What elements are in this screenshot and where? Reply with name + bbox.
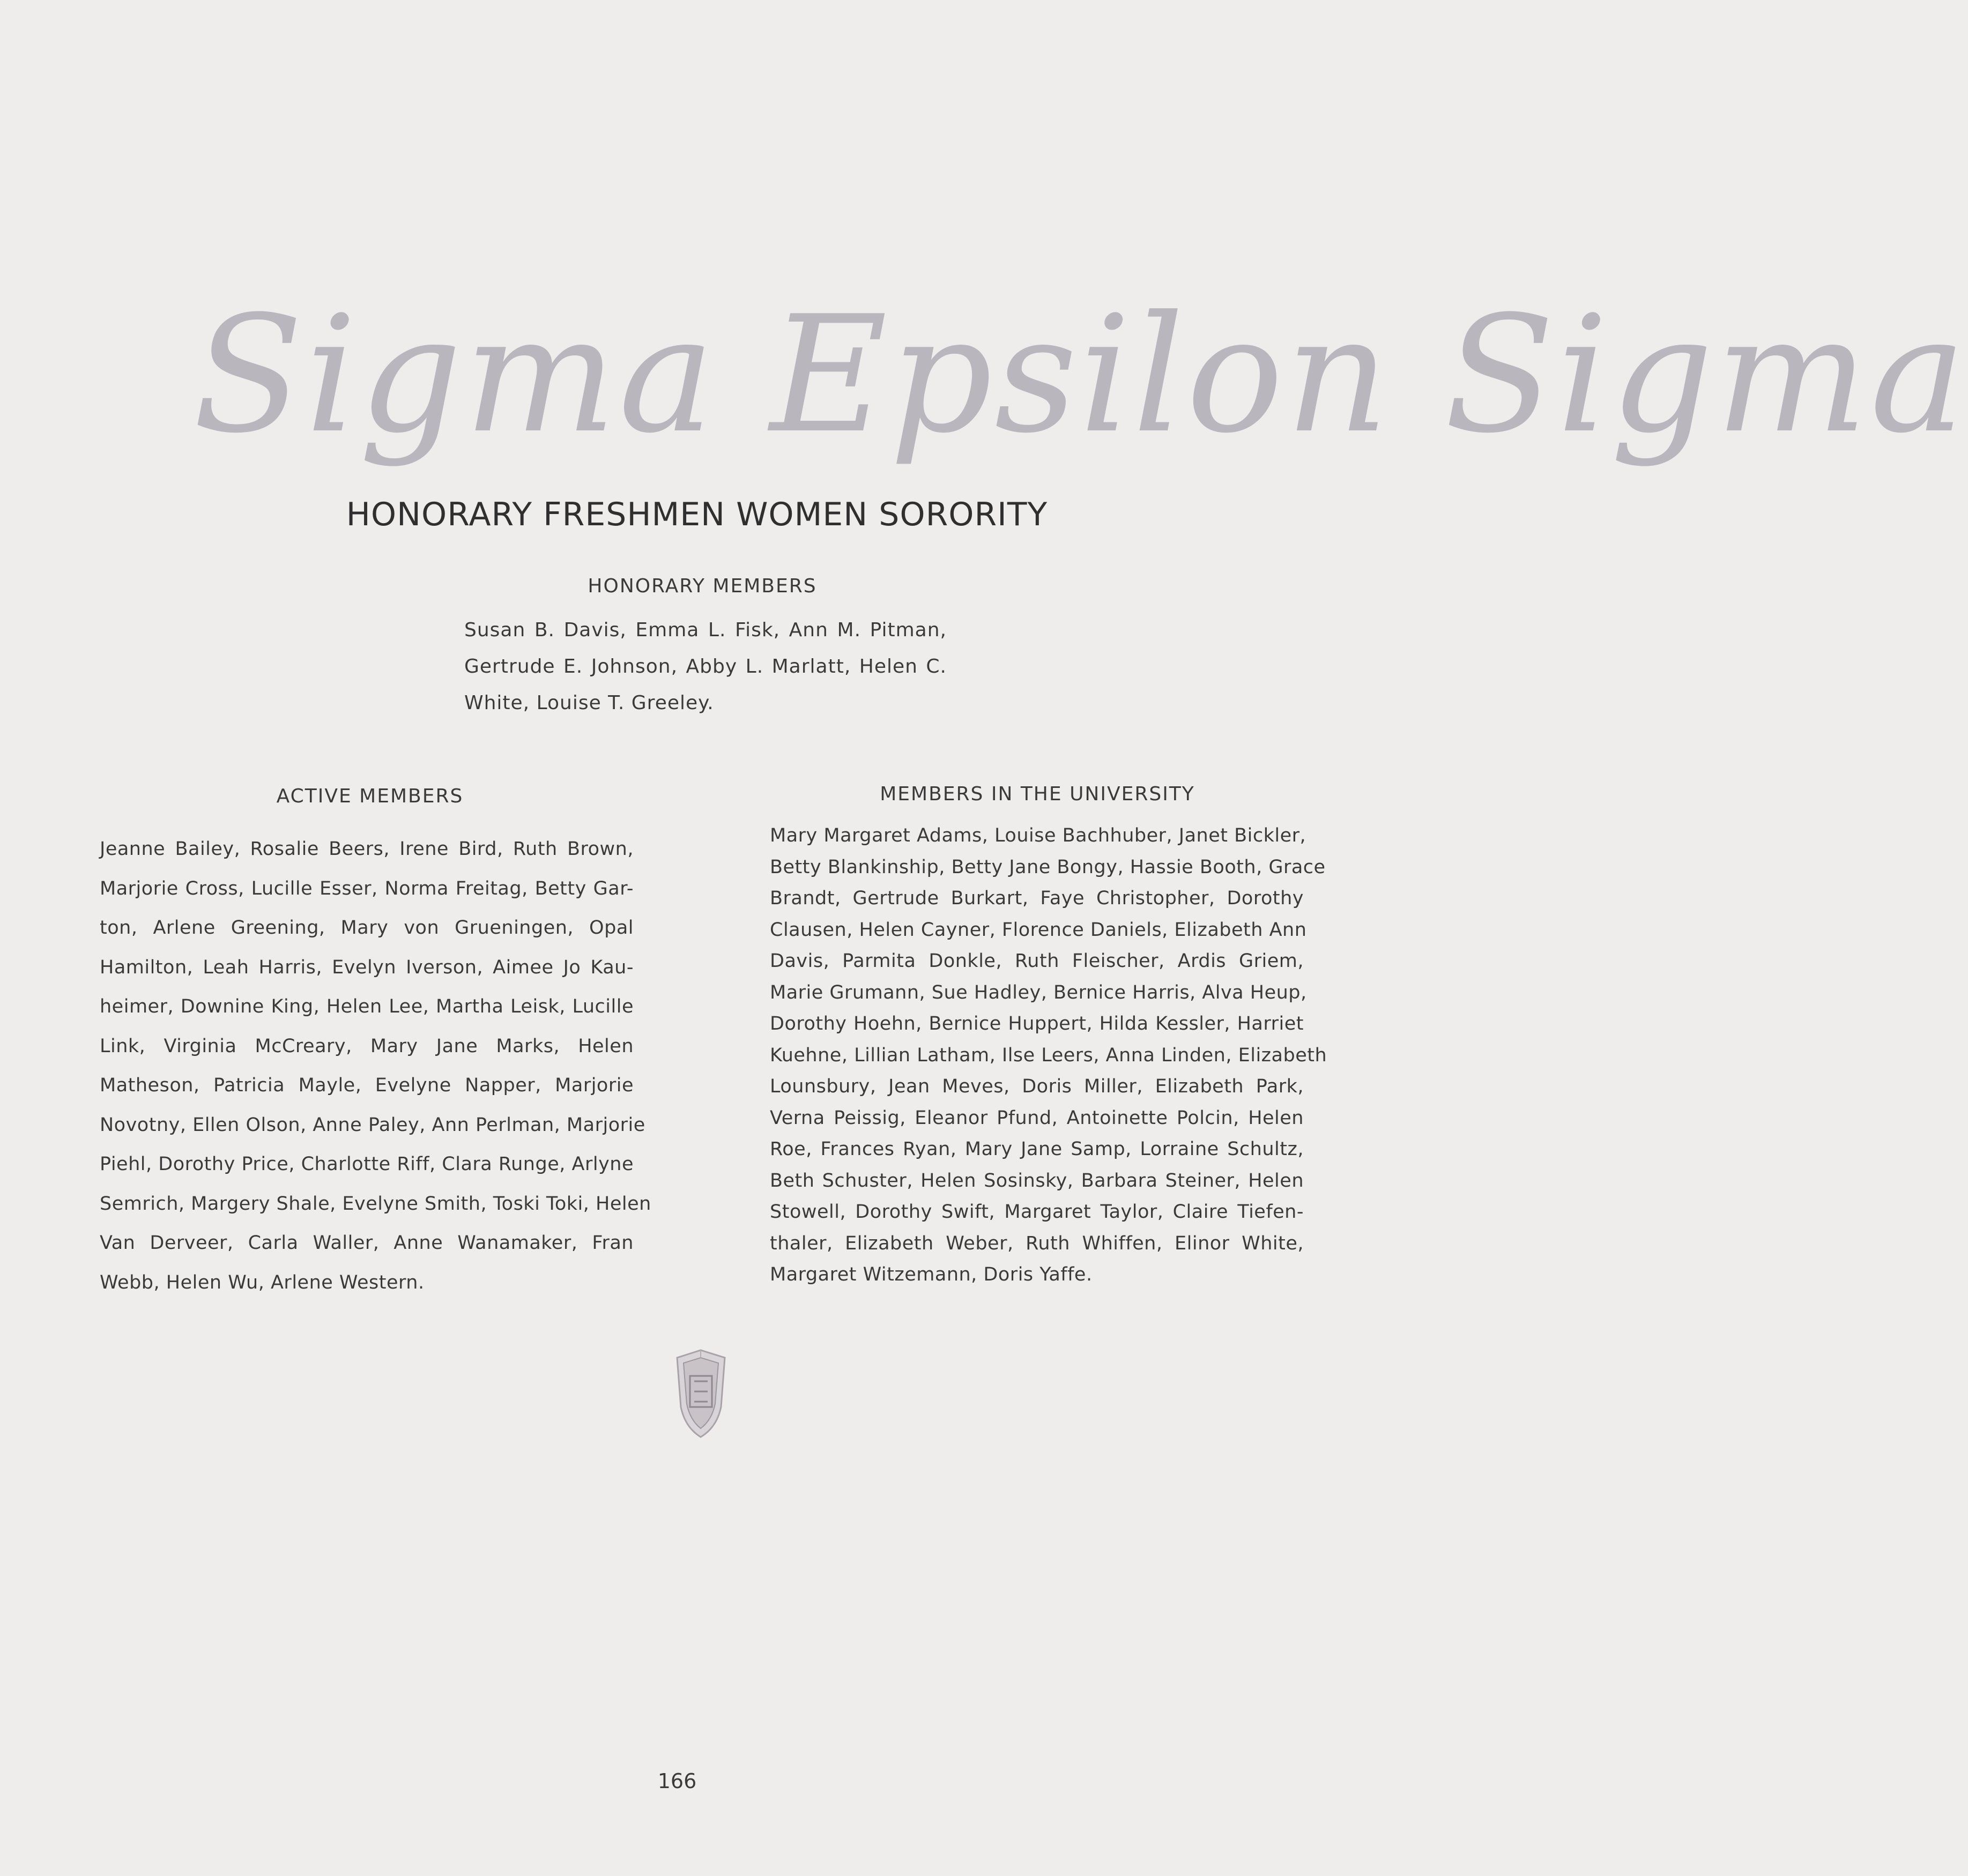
active-members-line: ton, Arlene Greening, Mary von Grueningen, Opal — [100, 917, 634, 939]
active-members-list — [100, 830, 651, 1302]
active-members-heading: ACTIVE MEMBERS — [276, 785, 464, 807]
active-members-line: Marjorie Cross, Lucille Esser, Norma Freitag, Betty Gar- — [100, 877, 634, 899]
active-members-line: Semrich, Margery Shale, Evelyne Smith, Toski Toki, Helen — [100, 1193, 651, 1215]
page-subtitle: HONORARY FRESHMEN WOMEN SORORITY — [346, 496, 1048, 533]
university-members-line: Mary Margaret Adams, Louise Bachhuber, Janet Bickler, — [770, 825, 1306, 846]
active-members-line: Link, Virginia McCreary, Mary Jane Marks, Helen — [100, 1035, 634, 1057]
university-members-line: Betty Blankinship, Betty Jane Bongy, Hassie Booth, Grace — [770, 856, 1326, 878]
active-members-line: Jeanne Bailey, Rosalie Beers, Irene Bird, Ruth Brown, — [100, 838, 634, 860]
sorority-crest-icon — [667, 1348, 734, 1439]
page-number: 166 — [657, 1769, 697, 1793]
university-members-line: thaler, Elizabeth Weber, Ruth Whiffen, Elinor White, — [770, 1232, 1304, 1254]
university-members-line: Kuehne, Lillian Latham, Ilse Leers, Anna Linden, Elizabeth — [770, 1044, 1327, 1066]
honorary-members-line: Susan B. Davis, Emma L. Fisk, Ann M. Pitman, — [464, 619, 947, 641]
active-members-line: Piehl, Dorothy Price, Charlotte Riff, Clara Runge, Arlyne — [100, 1153, 634, 1175]
page-title: Sigma Epsilon Sigma — [193, 281, 1968, 468]
university-members-line: Lounsbury, Jean Meves, Doris Miller, Elizabeth Park, — [770, 1076, 1304, 1097]
university-members-line: Beth Schuster, Helen Sosinsky, Barbara Steiner, Helen — [770, 1170, 1304, 1192]
university-members-line: Clausen, Helen Cayner, Florence Daniels, Elizabeth Ann — [770, 919, 1307, 941]
active-members-line: heimer, Downine King, Helen Lee, Martha Leisk, Lucille — [100, 996, 634, 1017]
active-members-line: Matheson, Patricia Mayle, Evelyne Napper, Marjorie — [100, 1075, 634, 1096]
honorary-members-heading: HONORARY MEMBERS — [588, 575, 817, 597]
honorary-members-list — [464, 612, 947, 721]
university-members-line: Dorothy Hoehn, Bernice Huppert, Hilda Kessler, Harriet — [770, 1013, 1304, 1034]
university-members-list — [770, 820, 1327, 1291]
university-members-line: Verna Peissig, Eleanor Pfund, Antoinette Polcin, Helen — [770, 1107, 1304, 1129]
university-members-line: Brandt, Gertrude Burkart, Faye Christopher, Dorothy — [770, 888, 1304, 909]
active-members-line: Novotny, Ellen Olson, Anne Paley, Ann Perlman, Marjorie — [100, 1114, 645, 1136]
university-members-heading: MEMBERS IN THE UNIVERSITY — [880, 783, 1195, 805]
university-members-line: Roe, Frances Ryan, Mary Jane Samp, Lorraine Schultz, — [770, 1138, 1304, 1160]
university-members-line: Stowell, Dorothy Swift, Margaret Taylor, Claire Tiefen- — [770, 1201, 1304, 1223]
honorary-members-line: White, Louise T. Greeley. — [464, 692, 714, 714]
active-members-line: Van Derveer, Carla Waller, Anne Wanamaker, Fran — [100, 1232, 634, 1254]
active-members-line: Webb, Helen Wu, Arlene Western. — [100, 1271, 425, 1293]
university-members-line: Marie Grumann, Sue Hadley, Bernice Harris, Alva Heup, — [770, 981, 1307, 1003]
university-members-line: Davis, Parmita Donkle, Ruth Fleischer, Ardis Griem, — [770, 950, 1304, 972]
university-members-line: Margaret Witzemann, Doris Yaffe. — [770, 1264, 1093, 1285]
active-members-line: Hamilton, Leah Harris, Evelyn Iverson, Aimee Jo Kau- — [100, 956, 634, 978]
honorary-members-line: Gertrude E. Johnson, Abby L. Marlatt, Helen C. — [464, 656, 947, 678]
